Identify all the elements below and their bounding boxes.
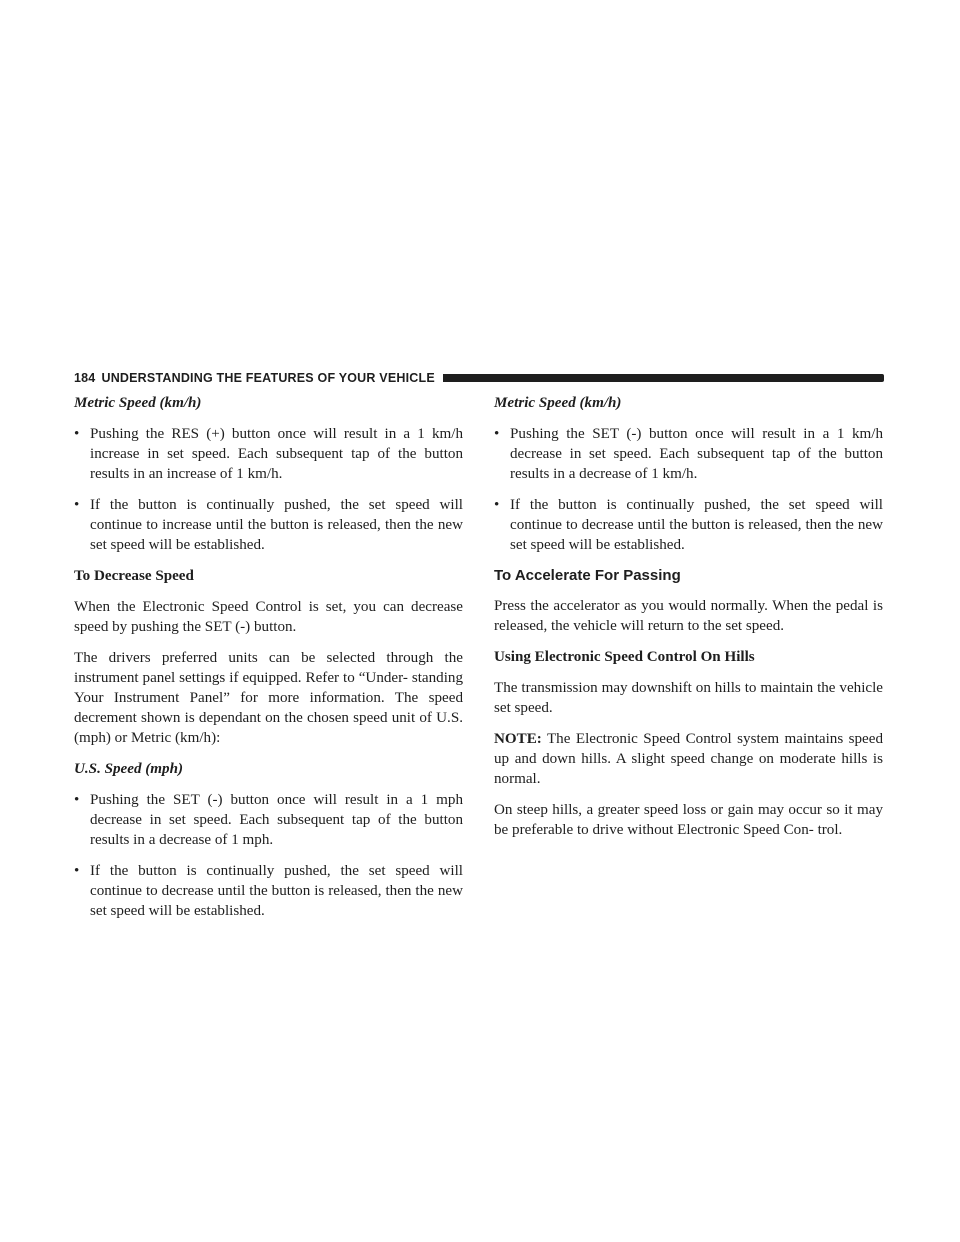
bullet-icon: • xyxy=(494,497,500,513)
bullet-text: Pushing the SET (-) button once will result in a 1 mph decrease in set speed. Each subsequent tap of the button results in a decrease of 1 mph. xyxy=(90,792,463,848)
paragraph: The drivers preferred units can be selected through the instrument panel settings if equipped. Refer to “Under- standing Your Instrument Panel” for more information. The speed decrement shown is dependant on the chosen speed unit of U.S. (mph) or Metric (km/h): xyxy=(74,650,463,746)
accelerate-passing-heading: To Accelerate For Passing xyxy=(494,567,681,584)
bullet-text: Pushing the RES (+) button once will result in a 1 km/h increase in set speed. Each subsequent tap of the button results in an increase of 1 km/h. xyxy=(90,426,463,482)
left-column xyxy=(74,393,463,932)
note-paragraph xyxy=(494,729,883,789)
decrease-speed-heading: To Decrease Speed xyxy=(74,568,194,584)
us-speed-heading: U.S. Speed (mph) xyxy=(74,761,184,777)
metric-speed-heading: Metric Speed (km/h) xyxy=(494,395,622,411)
paragraph: The transmission may downshift on hills to maintain the vehicle set speed. xyxy=(494,680,883,716)
bullet-icon: • xyxy=(74,497,80,513)
bullet-text: If the button is continually pushed, the set speed will continue to increase until the button is released, then the new set speed will be established. xyxy=(90,497,463,553)
chapter-title: UNDERSTANDING THE FEATURES OF YOUR VEHICLE xyxy=(101,371,435,385)
header-rule xyxy=(443,374,884,382)
paragraph: On steep hills, a greater speed loss or gain may occur so it may be preferable to drive without Electronic Speed Con- trol. xyxy=(494,802,883,838)
list-item xyxy=(74,424,463,484)
bullet-text: If the button is continually pushed, the set speed will continue to decrease until the button is released, then the new set speed will be established. xyxy=(90,863,463,919)
bullet-text: If the button is continually pushed, the set speed will continue to decrease until the button is released, then the new set speed will be established. xyxy=(510,497,883,553)
paragraph: Press the accelerator as you would normally. When the pedal is released, the vehicle will return to the set speed. xyxy=(494,598,883,634)
bullet-icon: • xyxy=(494,426,500,442)
note-label: NOTE: xyxy=(494,731,542,747)
paragraph: When the Electronic Speed Control is set, you can decrease speed by pushing the SET (-) button. xyxy=(74,599,463,635)
bullet-text: Pushing the SET (-) button once will result in a 1 km/h decrease in set speed. Each subsequent tap of the button results in a decrease of 1 km/h. xyxy=(510,426,883,482)
bullet-icon: • xyxy=(74,426,80,442)
list-item xyxy=(494,495,883,555)
list-item xyxy=(494,424,883,484)
bullet-icon: • xyxy=(74,863,80,879)
list-item xyxy=(74,861,463,921)
hills-heading: Using Electronic Speed Control On Hills xyxy=(494,649,755,665)
note-text: The Electronic Speed Control system maintains speed up and down hills. A slight speed change on moderate hills is normal. xyxy=(494,731,883,787)
metric-speed-heading: Metric Speed (km/h) xyxy=(74,395,202,411)
right-column xyxy=(494,393,883,851)
page-number: 184 xyxy=(74,371,96,385)
bullet-icon: • xyxy=(74,792,80,808)
page-header xyxy=(74,370,884,386)
list-item xyxy=(74,495,463,555)
list-item xyxy=(74,790,463,850)
